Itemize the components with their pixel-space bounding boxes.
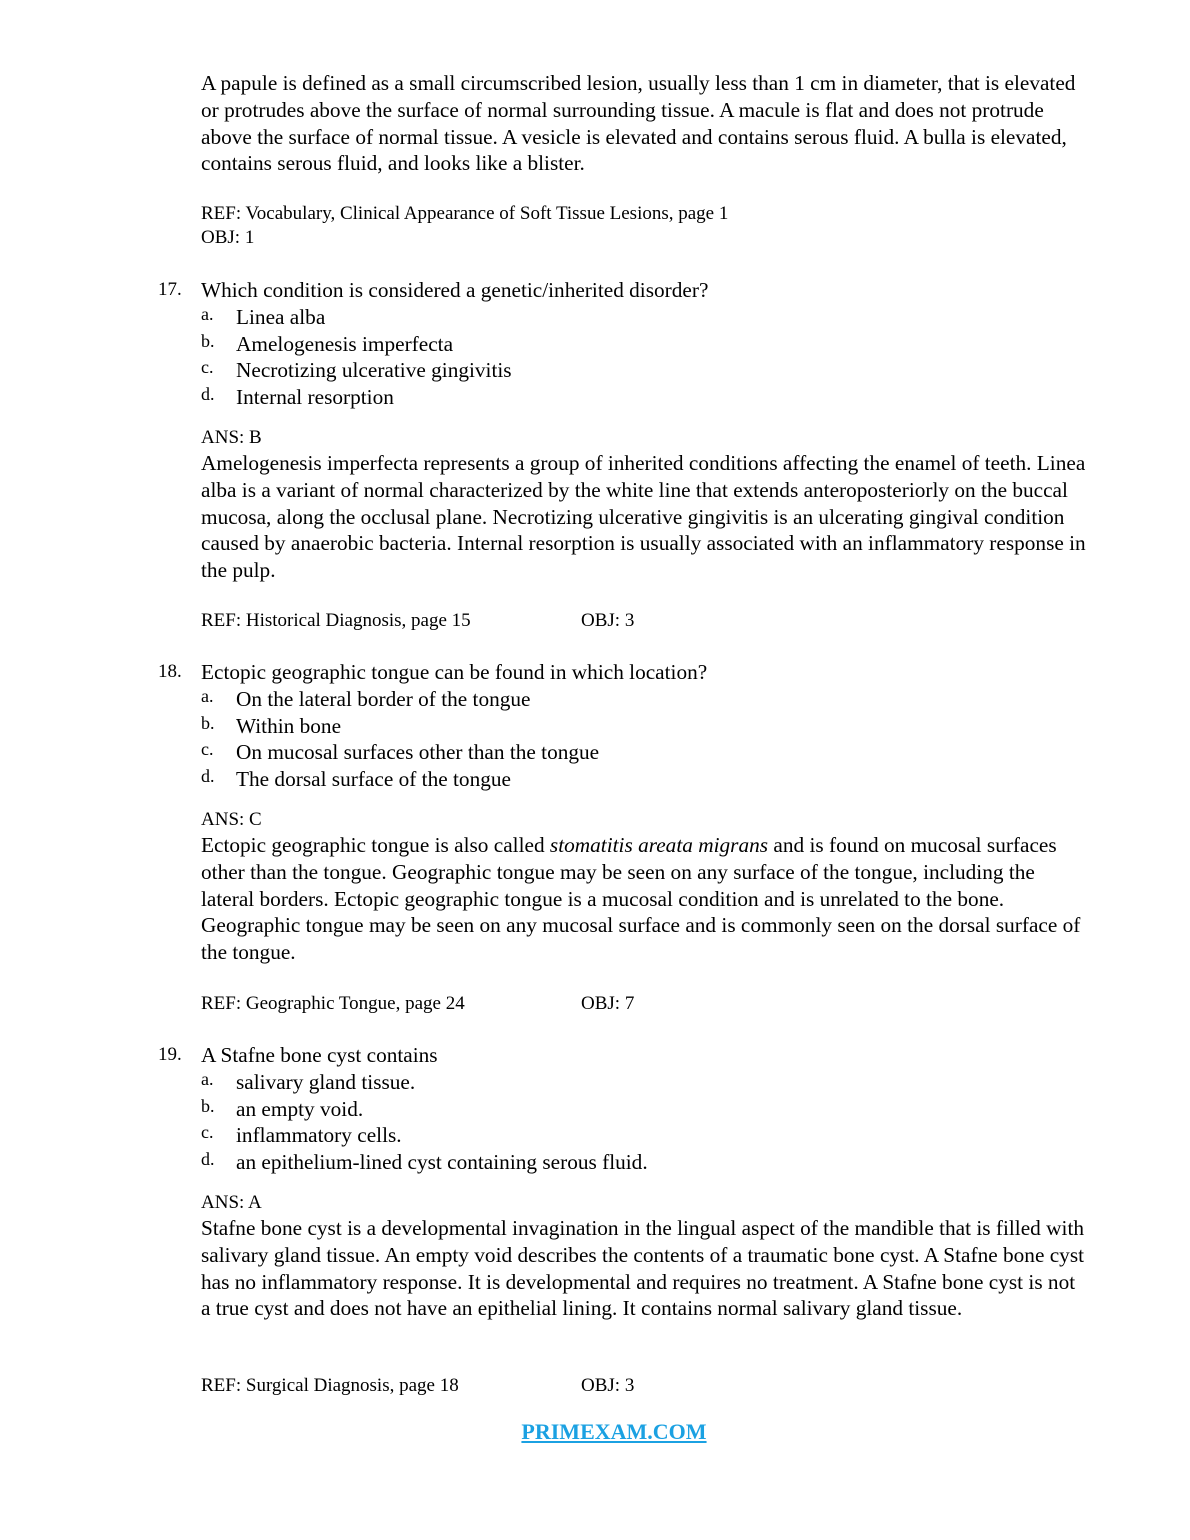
option-text: Amelogenesis imperfecta bbox=[236, 331, 454, 356]
intro-obj: OBJ: 1 bbox=[201, 227, 255, 248]
answer-block-17 bbox=[201, 426, 1086, 584]
option-letter: c. bbox=[201, 1122, 214, 1143]
rationale-term: stomatitis areata migrans bbox=[549, 833, 769, 857]
option-letter: a. bbox=[201, 1068, 214, 1089]
option-text: On mucosal surfaces other than the tongue bbox=[236, 740, 600, 765]
objective: OBJ: 3 bbox=[581, 1375, 635, 1396]
answer-key: ANS: B bbox=[201, 427, 262, 448]
intro-paragraph: A papule is defined as a small circumscribed lesion, usually less than 1 cm in diameter, that is elevated or protrudes above the surface of normal surrounding tissue. A macule is flat and does not protrude above the surface of normal tissue. A vesicle is elevated and contains serous fluid. A bulla is elevated, contains serous fluid, and looks like a blister. bbox=[201, 71, 1076, 176]
option-letter: b. bbox=[201, 1095, 215, 1116]
objective: OBJ: 3 bbox=[581, 610, 635, 631]
option-letter: b. bbox=[201, 712, 215, 733]
answer-key: ANS: C bbox=[201, 809, 262, 830]
answer-key: ANS: A bbox=[201, 1192, 262, 1213]
option-text: On the lateral border of the tongue bbox=[236, 686, 531, 711]
option-letter: a. bbox=[201, 685, 214, 706]
question-number: 18. bbox=[158, 661, 182, 682]
option-a bbox=[150, 686, 1086, 713]
intro-ref-block bbox=[201, 202, 1086, 250]
option-d bbox=[150, 766, 1086, 793]
option-a bbox=[150, 1069, 1086, 1096]
answer-block-19 bbox=[201, 1191, 1086, 1322]
rationale: Stafne bone cyst is a developmental invagination in the lingual aspect of the mandible that is filled with salivary gland tissue. An empty void describes the contents of a traumatic bone cyst. A Stafne bone cyst has no inflammatory response. It is developmental and requires no treatment. A Stafne bone cyst is not a true cyst and does not have an epithelial lining. It contains normal salivary gland tissue. bbox=[201, 1216, 1085, 1321]
rationale bbox=[201, 832, 1086, 966]
reference: REF: Historical Diagnosis, page 15 bbox=[201, 610, 471, 631]
intro-ref: REF: Vocabulary, Clinical Appearance of Soft Tissue Lesions, page 1 bbox=[201, 203, 729, 224]
option-text: Internal resorption bbox=[236, 385, 394, 410]
option-text: an empty void. bbox=[236, 1096, 364, 1121]
option-text: The dorsal surface of the tongue bbox=[236, 767, 511, 792]
option-letter: a. bbox=[201, 303, 214, 324]
question-number: 17. bbox=[158, 279, 182, 300]
option-letter: d. bbox=[201, 1149, 215, 1170]
option-c bbox=[150, 1122, 1086, 1149]
option-text: Linea alba bbox=[236, 304, 326, 329]
option-letter: c. bbox=[201, 739, 214, 760]
option-letter: d. bbox=[201, 766, 215, 787]
option-b bbox=[150, 1096, 1086, 1123]
option-a bbox=[150, 304, 1086, 331]
question-19 bbox=[150, 1042, 1086, 1176]
option-b bbox=[150, 331, 1086, 358]
option-c bbox=[150, 357, 1086, 384]
question-text: A Stafne bone cyst contains bbox=[201, 1043, 438, 1067]
rationale-end: and is found on mucosal surfaces other than the tongue. Geographic tongue may be seen on any surface of the tongue, including the lateral borders. Ectopic geographic tongue is a mucosal condition and is unrelated to the bone. Geographic tongue may be seen on any mucosal surface and is commonly seen on the dorsal surface of the tongue. bbox=[201, 833, 1081, 965]
question-stem bbox=[150, 277, 1086, 304]
question-stem bbox=[150, 659, 1086, 686]
option-b bbox=[150, 713, 1086, 740]
option-c bbox=[150, 739, 1086, 766]
reference: REF: Geographic Tongue, page 24 bbox=[201, 993, 465, 1014]
question-text: Which condition is considered a genetic/inherited disorder? bbox=[201, 278, 709, 302]
question-18 bbox=[150, 659, 1086, 793]
rationale-start: Ectopic geographic tongue is also called bbox=[201, 833, 550, 857]
option-text: Within bone bbox=[236, 713, 342, 738]
objective: OBJ: 7 bbox=[581, 993, 635, 1014]
option-text: salivary gland tissue. bbox=[236, 1069, 416, 1094]
option-text: inflammatory cells. bbox=[236, 1123, 402, 1148]
question-text: Ectopic geographic tongue can be found in which location? bbox=[201, 660, 708, 684]
answer-block-18 bbox=[201, 808, 1086, 966]
footer-link[interactable]: PRIMEXAM.COM bbox=[521, 1419, 707, 1444]
option-d bbox=[150, 384, 1086, 411]
option-letter: b. bbox=[201, 330, 215, 351]
question-17 bbox=[150, 277, 1086, 411]
reference: REF: Surgical Diagnosis, page 18 bbox=[201, 1375, 459, 1396]
option-letter: c. bbox=[201, 357, 214, 378]
option-text: an epithelium-lined cyst containing serous fluid. bbox=[236, 1150, 648, 1175]
option-text: Necrotizing ulcerative gingivitis bbox=[236, 358, 512, 383]
option-d bbox=[150, 1149, 1086, 1176]
rationale: Amelogenesis imperfecta represents a group of inherited conditions affecting the enamel of teeth. Linea alba is a variant of normal characterized by the white line that extends anteroposteriorly on the buccal mucosa, along the occlusal plane. Necrotizing ulcerative gingivitis is an ulcerating gingival condition caused by anaerobic bacteria. Internal resorption is usually associated with an inflammatory response in the pulp. bbox=[201, 451, 1086, 583]
question-stem bbox=[150, 1042, 1086, 1069]
question-number: 19. bbox=[158, 1044, 182, 1065]
option-letter: d. bbox=[201, 384, 215, 405]
